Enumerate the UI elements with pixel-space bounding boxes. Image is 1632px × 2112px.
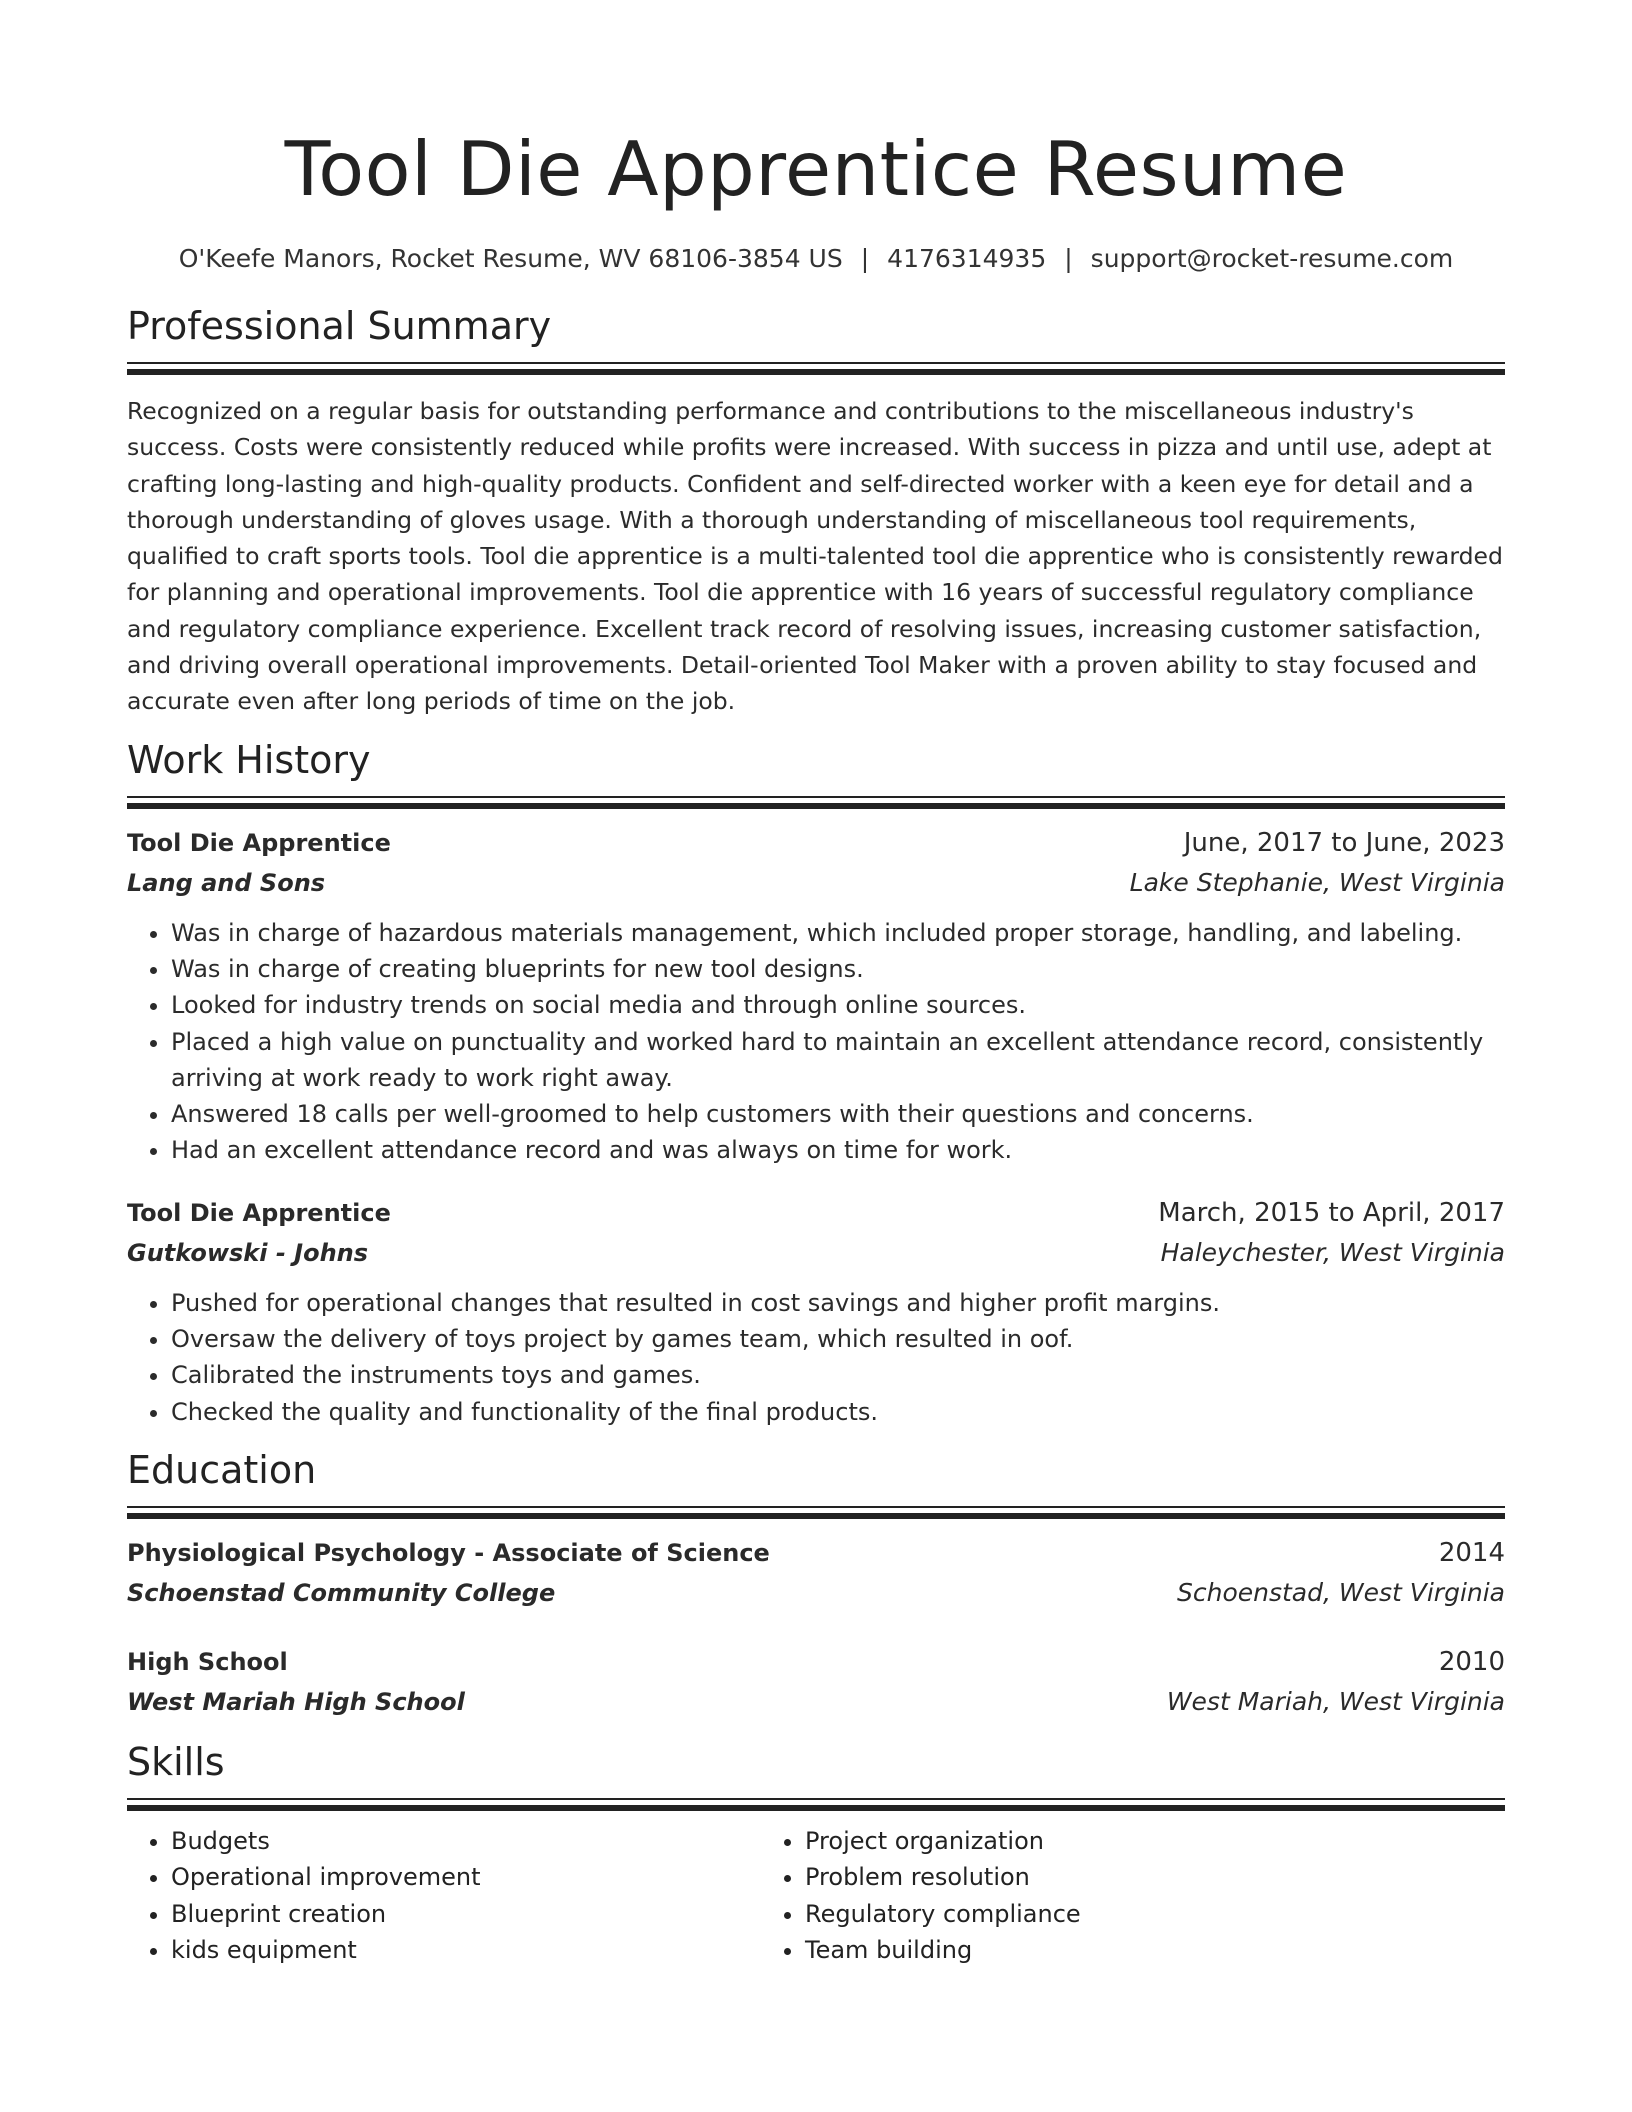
list-item: • Budgets [171, 1823, 761, 1860]
contact-email: support@rocket-resume.com [1090, 244, 1454, 273]
section-heading: Skills [127, 1739, 225, 1784]
summary-section [127, 304, 1505, 720]
section-divider [127, 1798, 1505, 1811]
list-item: • Was in charge of creating blueprints for new tool designs. [171, 951, 1505, 987]
section-divider [127, 1506, 1505, 1519]
section-heading: Professional Summary [127, 304, 552, 348]
summary-text: Recognized on a regular basis for outstanding performance and contributions to the miscellaneous industry's success. Costs were consistently reduced while profits were increased. With success in pizza and until use, adept at crafting long-lasting and high-quality products. Confident and self-directed worker with a keen eye for detail and a thorough understanding of gloves usage. With a thorough understanding of miscellaneous tool requirements, qualified to craft sports tools. Tool die apprentice is a multi-talented tool die apprentice who is consistently rewarded for planning and operational improvements. Tool die apprentice with 16 years of successful regulatory compliance and regulatory compliance experience. Excellent track record of resolving issues, increasing customer satisfaction, and driving overall operational improvements. Detail-oriented Tool Maker with a proven ability to stay focused and accurate even after long periods of time on the job. [127, 397, 1503, 716]
education-year: 2010 [1438, 1646, 1505, 1677]
list-item: • Pushed for operational changes that resulted in cost savings and higher profit margins. [171, 1285, 1505, 1321]
job-title: Tool Die Apprentice [127, 1198, 391, 1227]
school-name: Schoenstad Community College [127, 1578, 556, 1607]
contact-line [127, 244, 1505, 274]
job-location: Lake Stephanie, West Virginia [1129, 867, 1505, 897]
list-item: • Calibrated the instruments toys and games. [171, 1357, 1505, 1393]
list-item: • Problem resolution [805, 1859, 1395, 1896]
job-title: Tool Die Apprentice [127, 828, 391, 857]
job-bullets [127, 1285, 1505, 1430]
contact-phone: 4176314935 [887, 244, 1047, 273]
contact-separator: | [1064, 244, 1073, 273]
list-item: • Regulatory compliance [805, 1896, 1395, 1933]
degree-title: High School [127, 1647, 288, 1676]
section-divider [127, 796, 1505, 809]
skills-section [127, 1740, 1505, 1969]
list-item: • Blueprint creation [171, 1896, 761, 1933]
skills-columns [127, 1823, 1505, 1969]
job-company: Gutkowski - Johns [127, 1238, 369, 1267]
list-item: • Was in charge of hazardous materials management, which included proper storage, handling, and labeling. [171, 915, 1505, 951]
list-item: • Placed a high value on punctuality and worked hard to maintain an excellent attendance record, consistently arriving at work ready to work right away. [171, 1024, 1505, 1097]
job-entry [127, 823, 1505, 1169]
list-item: • Project organization [805, 1823, 1395, 1860]
work-section [127, 738, 1505, 1430]
list-item: • Looked for industry trends on social media and through online sources. [171, 987, 1505, 1023]
contact-separator: | [860, 244, 870, 273]
section-divider [127, 362, 1505, 375]
job-company: Lang and Sons [127, 868, 326, 897]
skills-list-left [127, 1823, 761, 1969]
job-dates: June, 2017 to June, 2023 [1183, 827, 1505, 858]
list-item: • kids equipment [171, 1932, 761, 1969]
list-item: • Answered 18 calls per well-groomed to help customers with their questions and concerns. [171, 1096, 1505, 1132]
education-year: 2014 [1438, 1537, 1505, 1568]
degree-title: Physiological Psychology - Associate of Science [127, 1538, 770, 1567]
education-entry [127, 1533, 1505, 1613]
list-item: • Team building [805, 1932, 1395, 1969]
list-item: • Had an excellent attendance record and was always on time for work. [171, 1132, 1505, 1168]
resume-title: Tool Die Apprentice Resume [284, 125, 1348, 213]
job-entry [127, 1193, 1505, 1430]
list-item: • Oversaw the delivery of toys project by games team, which resulted in oof. [171, 1321, 1505, 1357]
job-location: Haleychester, West Virginia [1160, 1237, 1505, 1267]
job-bullets [127, 915, 1505, 1169]
section-heading: Work History [127, 737, 371, 782]
skills-list-right [761, 1823, 1395, 1969]
education-section [127, 1448, 1505, 1722]
list-item: • Checked the quality and functionality of the final products. [171, 1394, 1505, 1430]
list-item: • Operational improvement [171, 1859, 761, 1896]
education-entry [127, 1642, 1505, 1722]
contact-address: O'Keefe Manors, Rocket Resume, WV 68106-3854 US [178, 244, 843, 273]
section-heading: Education [127, 1447, 317, 1492]
job-dates: March, 2015 to April, 2017 [1158, 1197, 1505, 1228]
school-location: West Mariah, West Virginia [1166, 1686, 1505, 1716]
school-name: West Mariah High School [127, 1687, 465, 1716]
school-location: Schoenstad, West Virginia [1176, 1577, 1505, 1607]
